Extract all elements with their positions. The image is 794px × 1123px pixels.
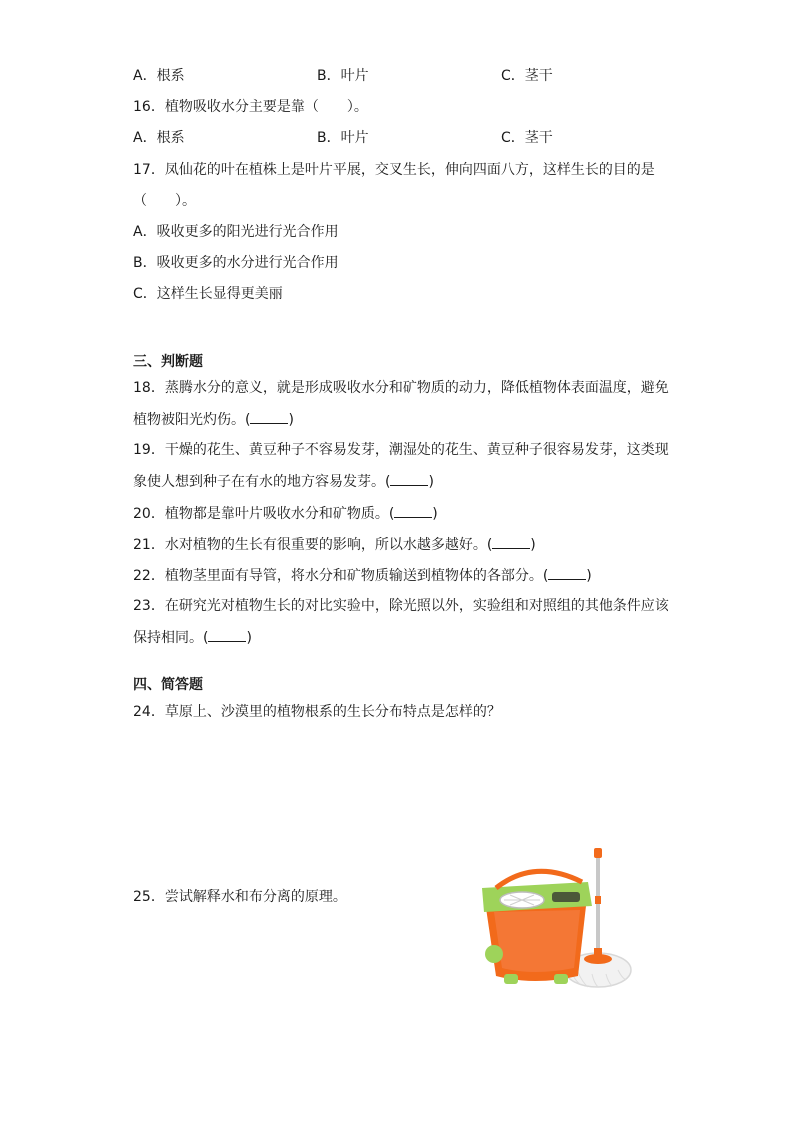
q18-text-line2 <box>133 409 294 430</box>
q19-text-suffix: ) <box>428 474 434 490</box>
q17-text-line2: （ ）。 <box>133 193 196 209</box>
q22-text <box>133 565 592 586</box>
q15-option-b: B．叶片 <box>317 68 369 84</box>
q18-text-line1: 18．蒸腾水分的意义，就是形成吸收水分和矿物质的动力，降低植物体表面温度，避免 <box>133 380 669 396</box>
q20-text-suffix: ) <box>432 506 438 522</box>
q18-text-suffix: ) <box>288 412 294 428</box>
q21-text-prefix: 21．水对植物的生长有很重要的影响，所以水越多越好。( <box>133 537 493 553</box>
q17-option-b: B．吸收更多的水分进行光合作用 <box>133 255 339 271</box>
q15-option-a: A．根系 <box>133 68 185 84</box>
bucket-pedal <box>485 945 503 963</box>
q16-text: 16．植物吸收水分主要是靠（ ）。 <box>133 99 368 115</box>
q18-answer-blank[interactable] <box>250 409 288 424</box>
q22-answer-blank[interactable] <box>548 565 586 580</box>
q16-option-a: A．根系 <box>133 130 185 146</box>
q23-text-line2 <box>133 627 252 648</box>
q18-text-prefix: 植物被阳光灼伤。( <box>133 412 251 428</box>
q17-option-a: A．吸收更多的阳光进行光合作用 <box>133 224 339 240</box>
q23-text-suffix: ) <box>246 630 252 646</box>
q16-option-b: B．叶片 <box>317 130 369 146</box>
q23-text-prefix: 保持相同。( <box>133 630 209 646</box>
bucket-foot-left <box>504 974 518 984</box>
q24-text: 24．草原上、沙漠里的植物根系的生长分布特点是怎样的？ <box>133 704 501 720</box>
q21-text <box>133 534 536 555</box>
q17-text-line1: 17．凤仙花的叶在植株上是叶片平展，交叉生长，伸向四面八方，这样生长的目的是 <box>133 162 655 178</box>
wringer-slot <box>552 892 580 902</box>
mop-head-joint <box>594 948 602 959</box>
mop-pole-cap <box>594 848 602 858</box>
spin-mop-bucket-image <box>474 848 646 1000</box>
q19-text-line2 <box>133 471 434 492</box>
q21-answer-blank[interactable] <box>492 534 530 549</box>
q23-text-line1: 23．在研究光对植物生长的对比实验中，除光照以外，实验组和对照组的其他条件应该 <box>133 598 669 614</box>
bucket-highlight <box>494 910 580 972</box>
q22-text-suffix: ) <box>586 568 592 584</box>
q19-answer-blank[interactable] <box>390 471 428 486</box>
q23-answer-blank[interactable] <box>208 627 246 642</box>
q21-text-suffix: ) <box>530 537 536 553</box>
section-title-short-answer: 四、简答题 <box>133 677 203 693</box>
q19-text-prefix: 象使人想到种子在有水的地方容易发芽。( <box>133 474 391 490</box>
q20-text <box>133 503 438 524</box>
q16-option-c: C．茎干 <box>501 130 553 146</box>
q22-text-prefix: 22．植物茎里面有导管，将水分和矿物质输送到植物体的各部分。( <box>133 568 549 584</box>
bucket-foot-right <box>554 974 568 984</box>
section-title-judgment: 三、判断题 <box>133 354 203 370</box>
q17-option-c: C．这样生长显得更美丽 <box>133 286 283 302</box>
q20-answer-blank[interactable] <box>394 503 432 518</box>
q20-text-prefix: 20．植物都是靠叶片吸收水分和矿物质。( <box>133 506 395 522</box>
q25-text: 25．尝试解释水和布分离的原理。 <box>133 889 347 905</box>
q19-text-line1: 19．干燥的花生、黄豆种子不容易发芽，潮湿处的花生、黄豆种子很容易发芽，这类现 <box>133 442 669 458</box>
mop-pole-clip <box>595 896 601 904</box>
q15-option-c: C．茎干 <box>501 68 553 84</box>
